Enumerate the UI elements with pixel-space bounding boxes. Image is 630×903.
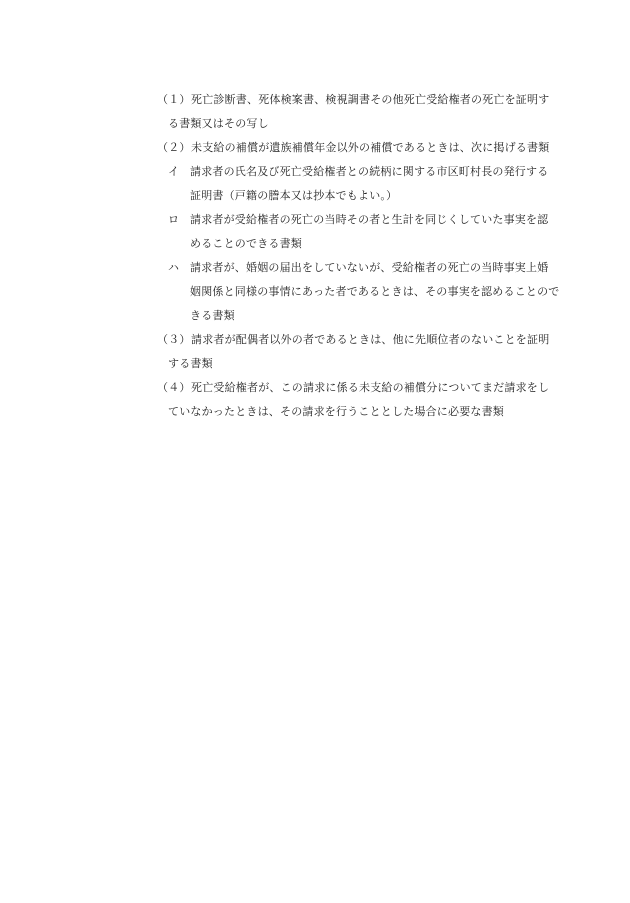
item-1-line-1 — [157, 88, 597, 112]
item-4-line-2 — [157, 400, 597, 424]
item-1-marker: （１） — [157, 93, 191, 106]
subitem-ha-line-2 — [157, 280, 597, 304]
subitem-i-text-2: 証明書（戸籍の謄本又は抄本でもよい。） — [190, 189, 398, 202]
list-item-1 — [157, 88, 597, 136]
item-1-text-1: 死亡診断書、死体検案書、検視調書その他死亡受給権者の死亡を証明す — [191, 93, 550, 106]
item-3-marker: （３） — [157, 333, 191, 346]
subitem-i-text-1: 請求者の氏名及び死亡受給権者との続柄に関する市区町村長の発行する — [190, 165, 549, 178]
item-3-line-1 — [157, 328, 597, 352]
subitem-ro-line-1 — [157, 208, 597, 232]
subitem-ha-text-3: きる書類 — [190, 309, 235, 322]
subitem-i-line-1 — [157, 160, 597, 184]
subitem-ha-marker: ハ — [168, 261, 180, 274]
list-item-3 — [157, 328, 597, 376]
subitem-ro-line-2 — [157, 232, 597, 256]
item-1-line-2 — [157, 112, 597, 136]
required-documents-list — [157, 88, 597, 424]
item-2-marker: （２） — [157, 141, 191, 154]
subitem-ro-text-1: 請求者が受給権者の死亡の当時その者と生計を同じくしていた事実を認 — [190, 213, 549, 226]
item-2-text-1: 未支給の補償が遺族補償年金以外の補償であるときは、次に掲げる書類 — [191, 141, 550, 154]
subitem-i-marker: イ — [168, 165, 180, 178]
subitem-ha-line-1 — [157, 256, 597, 280]
subitem-ha-text-2: 姻関係と同様の事情にあった者であるときは、その事実を認めることので — [190, 285, 560, 298]
item-2-line-1 — [157, 136, 597, 160]
item-3-line-2 — [157, 352, 597, 376]
subitem-ha-text-1: 請求者が、婚姻の届出をしていないが、受給権者の死亡の当時事実上婚 — [190, 261, 549, 274]
item-4-marker: （４） — [157, 381, 191, 394]
list-item-2 — [157, 136, 597, 328]
item-3-text-1: 請求者が配偶者以外の者であるときは、他に先順位者のないことを証明 — [191, 333, 550, 346]
item-4-text-2: ていなかったときは、その請求を行うこととした場合に必要な書類 — [168, 405, 504, 418]
subitem-ro-text-2: めることのできる書類 — [190, 237, 302, 250]
item-4-line-1 — [157, 376, 597, 400]
item-1-text-2: る書類又はその写し — [168, 117, 269, 130]
subitem-ro-marker: ロ — [168, 213, 180, 226]
item-4-text-1: 死亡受給権者が、この請求に係る未支給の補償分についてまだ請求をし — [191, 381, 550, 394]
list-item-4 — [157, 376, 597, 424]
subitem-i-line-2 — [157, 184, 597, 208]
item-3-text-2: する書類 — [168, 357, 213, 370]
subitem-ha-line-3 — [157, 304, 597, 328]
